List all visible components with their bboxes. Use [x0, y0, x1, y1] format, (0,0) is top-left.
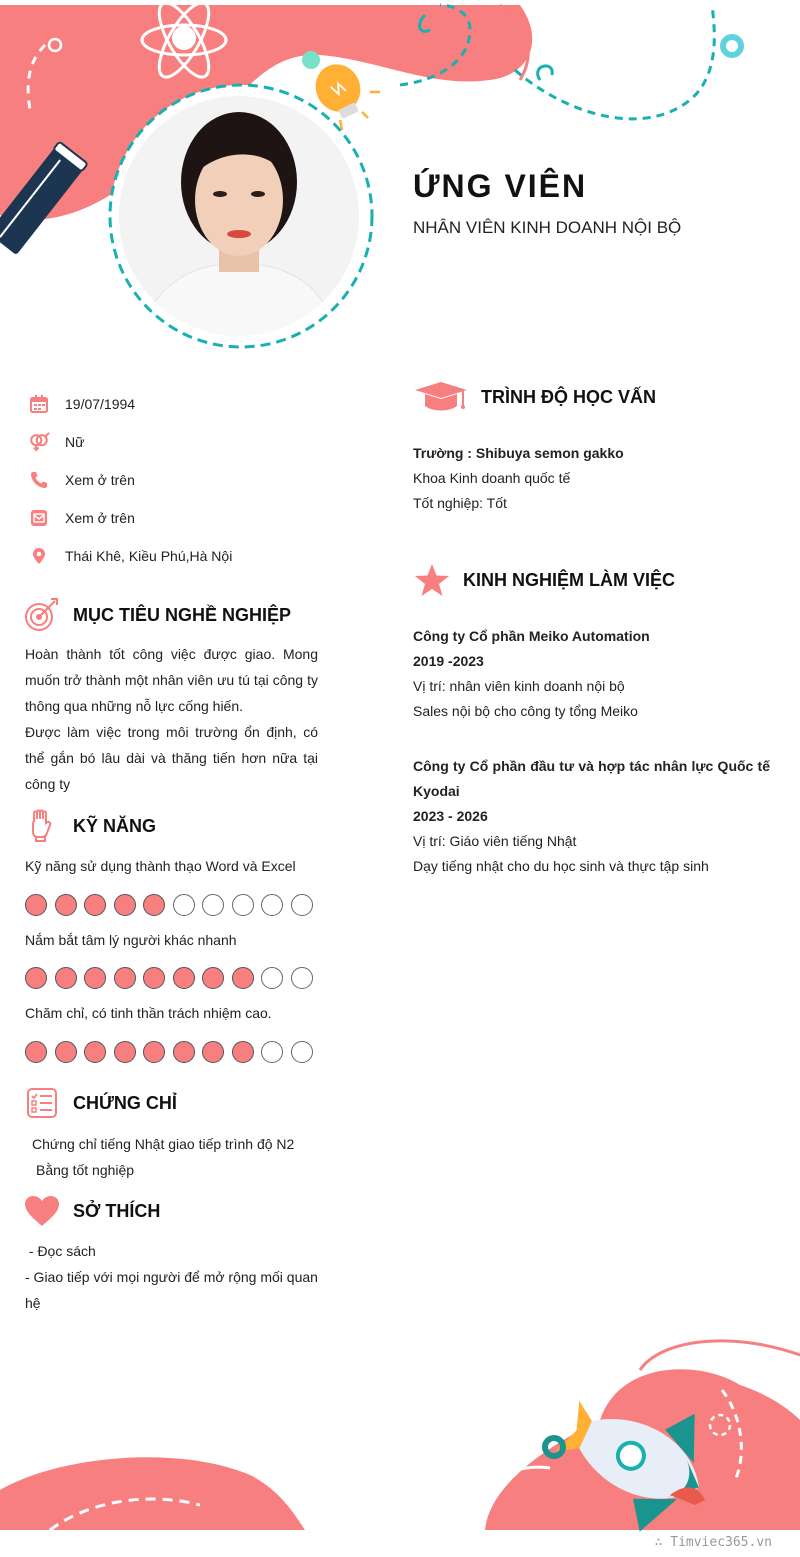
- target-icon: [23, 596, 61, 634]
- location-pin-icon: [28, 545, 50, 567]
- rating-dot-filled: [202, 1041, 224, 1063]
- experience-job-2: [413, 754, 770, 879]
- experience-job-1: [413, 624, 770, 724]
- job-1-period: 2019 -2023: [413, 653, 484, 669]
- email-row: [28, 499, 348, 537]
- skills-header: [23, 807, 156, 845]
- rating-dot-filled: [143, 894, 165, 916]
- rating-dot-filled: [173, 1041, 195, 1063]
- heart-icon: [23, 1192, 61, 1230]
- rating-dot-filled: [143, 1041, 165, 1063]
- rating-dot-filled: [25, 1041, 47, 1063]
- rating-dot-filled: [143, 967, 165, 989]
- job-1-description: Sales nội bộ cho công ty tổng Meiko: [413, 703, 638, 719]
- certificates-header: [23, 1084, 177, 1122]
- rating-dot-empty: [261, 894, 283, 916]
- hobby-line-1: - Đọc sách: [25, 1243, 96, 1259]
- rating-dot-empty: [261, 1041, 283, 1063]
- skill-3-rating: [25, 1041, 320, 1063]
- hobbies-text: [25, 1238, 320, 1316]
- job-2-role: Vị trí: Giáo viên tiếng Nhật: [413, 833, 577, 849]
- skills-title: KỸ NĂNG: [73, 815, 157, 836]
- rating-dot-empty: [291, 894, 313, 916]
- rating-dot-filled: [25, 967, 47, 989]
- address-text: Thái Khê, Kiều Phú,Hà Nội: [65, 548, 233, 564]
- rating-dot-filled: [84, 967, 106, 989]
- certificate-line-1: Chứng chỉ tiếng Nhật giao tiếp trình độ N2: [32, 1136, 295, 1152]
- gender-row: [28, 423, 348, 461]
- rating-dot-filled: [84, 894, 106, 916]
- checklist-icon: [23, 1084, 61, 1122]
- birthday-text: 19/07/1994: [65, 396, 136, 412]
- experience-header: [413, 561, 675, 599]
- address-row: [28, 537, 348, 575]
- job-1-company: Công ty Cổ phần Meiko Automation: [413, 628, 650, 644]
- rating-dot-filled: [232, 967, 254, 989]
- gender-text: Nữ: [65, 434, 85, 450]
- rating-dot-empty: [291, 967, 313, 989]
- hobbies-title: SỞ THÍCH: [73, 1200, 161, 1221]
- rating-dot-filled: [25, 894, 47, 916]
- footer-brand[interactable]: ∴ Timviec365.vn: [654, 1535, 772, 1550]
- profile-photo: [107, 82, 375, 350]
- education-school: Trường : Shibuya semon gakko: [413, 445, 624, 461]
- objective-header: [23, 596, 291, 634]
- objective-line-1: Hoàn thành tốt công việc được giao. Mong muốn trở thành một nhân viên ưu tú tại công ty thông qua những nỗ lực cống hiến.: [25, 646, 318, 714]
- job-2-description: Dạy tiếng nhật cho du học sinh và thực tập sinh: [413, 858, 709, 874]
- certificates-title: CHỨNG CHỈ: [73, 1092, 177, 1113]
- calendar-icon: [28, 393, 50, 415]
- objective-title: MỤC TIÊU NGHỀ NGHIỆP: [73, 604, 292, 625]
- education-major: Khoa Kinh doanh quốc tế: [413, 470, 571, 486]
- education-grade: Tốt nghiệp: Tốt: [413, 495, 507, 511]
- gender-icon: [28, 431, 50, 453]
- job-1-role: Vị trí: nhân viên kinh doanh nội bộ: [413, 678, 625, 694]
- rating-dot-filled: [114, 894, 136, 916]
- experience-title: KINH NGHIỆM LÀM VIỆC: [463, 569, 676, 590]
- certificates-text: [32, 1131, 332, 1183]
- phone-icon: [28, 469, 50, 491]
- candidate-name: ỨNG VIÊN: [413, 168, 588, 204]
- skill-2-rating: [25, 967, 320, 989]
- contact-info: [28, 385, 348, 575]
- job-2-company: Công ty Cổ phần đầu tư và hợp tác nhân lực Quốc tế Kyodai: [413, 758, 770, 799]
- rating-dot-filled: [55, 1041, 77, 1063]
- rating-dot-filled: [202, 967, 224, 989]
- candidate-position: NHÂN VIÊN KINH DOANH NỘI BỘ: [413, 218, 682, 237]
- phone-text: Xem ở trên: [65, 472, 135, 488]
- skill-2-label: Nắm bắt tâm lý người khác nhanh: [25, 932, 237, 948]
- rating-dot-empty: [291, 1041, 313, 1063]
- rating-dot-filled: [55, 894, 77, 916]
- phone-row: [28, 461, 348, 499]
- birthday-row: [28, 385, 348, 423]
- objective-text: [25, 641, 318, 797]
- education-title: TRÌNH ĐỘ HỌC VẤN: [481, 386, 656, 407]
- rating-dot-filled: [114, 1041, 136, 1063]
- rating-dot-filled: [55, 967, 77, 989]
- star-icon: [413, 561, 451, 599]
- rating-dot-empty: [232, 894, 254, 916]
- fist-icon: [23, 807, 61, 845]
- education-details: [413, 441, 770, 516]
- skill-3-label: Chăm chỉ, có tinh thần trách nhiệm cao.: [25, 1005, 272, 1021]
- rating-dot-filled: [114, 967, 136, 989]
- rating-dot-filled: [173, 967, 195, 989]
- rating-dot-empty: [261, 967, 283, 989]
- envelope-icon: [28, 507, 50, 529]
- graduation-cap-icon: [413, 378, 469, 416]
- objective-line-2: Được làm việc trong môi trường ổn định, có thể gắn bó lâu dài và thăng tiến hơn nữa tại công ty: [25, 724, 318, 792]
- rating-dot-empty: [202, 894, 224, 916]
- job-2-period: 2023 - 2026: [413, 808, 488, 824]
- skill-1-rating: [25, 894, 320, 916]
- hobbies-header: [23, 1192, 160, 1230]
- rating-dot-filled: [84, 1041, 106, 1063]
- rating-dot-filled: [232, 1041, 254, 1063]
- certificate-line-2: Bằng tốt nghiệp: [36, 1162, 135, 1178]
- rating-dot-empty: [173, 894, 195, 916]
- hobby-line-2: - Giao tiếp với mọi người để mở rộng mối quan hệ: [25, 1269, 318, 1311]
- education-header: [413, 378, 656, 416]
- skill-1-label: Kỹ năng sử dụng thành thạo Word và Excel: [25, 858, 296, 874]
- email-text: Xem ở trên: [65, 510, 135, 526]
